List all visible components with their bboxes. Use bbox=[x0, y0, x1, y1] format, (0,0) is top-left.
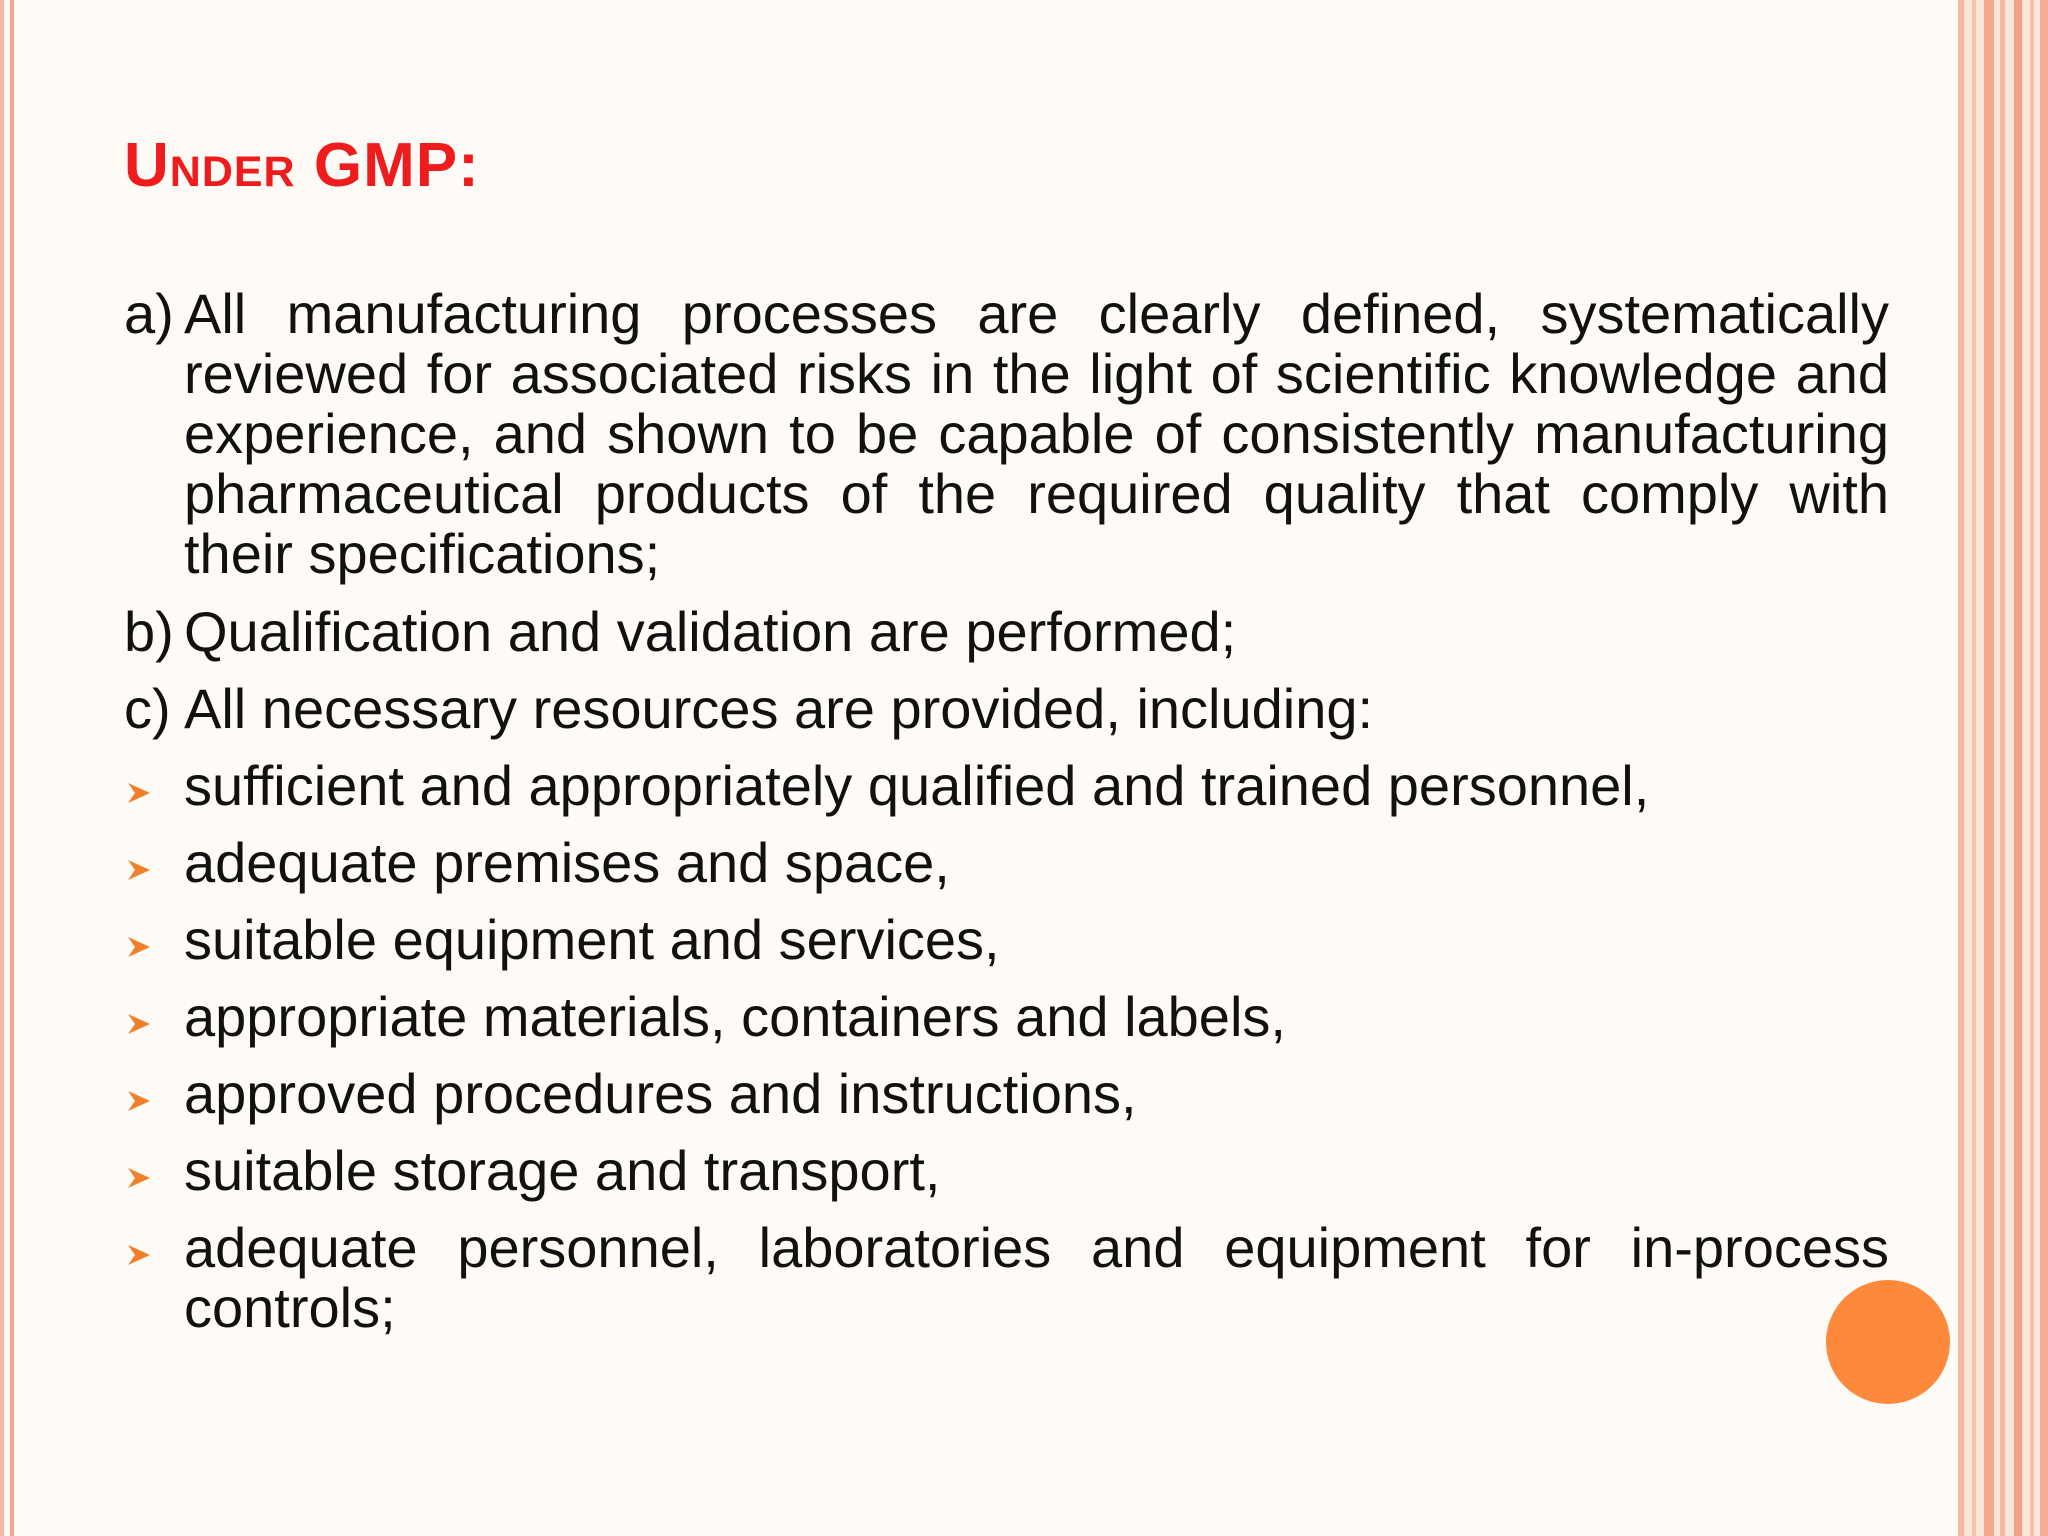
right-border-stripe bbox=[2030, 0, 2034, 1536]
arrowhead-bullet-icon bbox=[124, 987, 184, 1047]
slide-body bbox=[124, 284, 1889, 1355]
list-item-text: adequate personnel, laboratories and equipment for in-process controls; bbox=[184, 1216, 1889, 1339]
paragraph-c bbox=[124, 679, 1889, 739]
left-border-stripe bbox=[0, 0, 4, 1536]
list-item bbox=[124, 1141, 1889, 1201]
right-border-stripe bbox=[1972, 0, 1976, 1536]
list-item-text: adequate premises and space, bbox=[184, 831, 950, 894]
paragraph-text: All necessary resources are provided, including: bbox=[184, 677, 1374, 740]
list-item bbox=[124, 987, 1889, 1047]
arrowhead-bullet-icon bbox=[124, 910, 184, 970]
paragraph-marker: c) bbox=[124, 677, 171, 740]
right-border-stripe bbox=[2040, 0, 2048, 1536]
paragraph-a bbox=[124, 284, 1889, 584]
right-border-stripe bbox=[1958, 0, 1964, 1536]
right-border-stripe bbox=[2014, 0, 2022, 1536]
list-item-text: approved procedures and instructions, bbox=[184, 1062, 1137, 1125]
paragraph-b bbox=[124, 602, 1889, 662]
paragraph-marker: b) bbox=[124, 600, 174, 663]
list-item-text: suitable storage and transport, bbox=[184, 1139, 941, 1202]
list-item bbox=[124, 910, 1889, 970]
paragraph-marker: a) bbox=[124, 282, 174, 345]
list-item bbox=[124, 1218, 1889, 1338]
decorative-orange-circle bbox=[1826, 1280, 1950, 1404]
arrowhead-bullet-icon bbox=[124, 1064, 184, 1124]
arrowhead-bullet-icon bbox=[124, 756, 184, 816]
list-item bbox=[124, 833, 1889, 893]
list-item-text: sufficient and appropriately qualified and trained personnel, bbox=[184, 754, 1650, 817]
slide-title: Under GMP: bbox=[124, 131, 480, 200]
list-item-text: suitable equipment and services, bbox=[184, 908, 1000, 971]
arrowhead-bullet-icon bbox=[124, 1218, 184, 1278]
right-border-stripe bbox=[1984, 0, 1994, 1536]
paragraph-text: All manufacturing processes are clearly defined, systematically reviewed for associated risks in the light of scientific knowledge and experience, and shown to be capable of consistently manufacturing pharmaceutical products of the required quality that comply with their specifications; bbox=[184, 282, 1889, 585]
arrowhead-bullet-icon bbox=[124, 833, 184, 893]
right-border-stripe bbox=[2000, 0, 2005, 1536]
resource-bullet-list bbox=[124, 756, 1889, 1338]
paragraph-text: Qualification and validation are performed; bbox=[184, 600, 1237, 663]
list-item bbox=[124, 1064, 1889, 1124]
left-border-stripe bbox=[10, 0, 14, 1536]
list-item bbox=[124, 756, 1889, 816]
arrowhead-bullet-icon bbox=[124, 1141, 184, 1201]
list-item-text: appropriate materials, containers and labels, bbox=[184, 985, 1286, 1048]
